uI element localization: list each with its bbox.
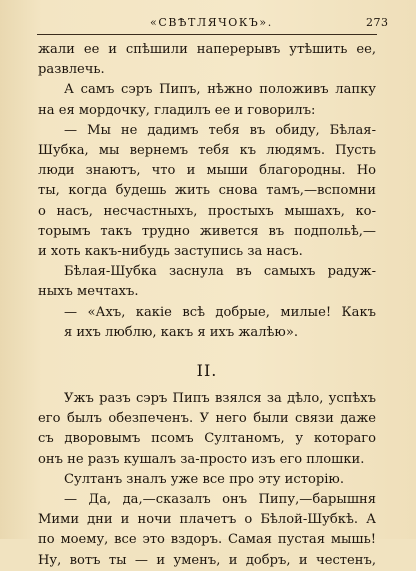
text-line: о насъ, несчастныхъ, простыхъ мышахъ, ко- — [38, 203, 376, 219]
body-text — [38, 40, 376, 571]
text-line: — Мы не дадимъ тебя въ обиду, Бѣлая- — [64, 122, 376, 138]
paragraph — [38, 40, 376, 80]
text-line: Ужъ разъ сэръ Пипъ взялся за дѣло, успѣхъ — [64, 391, 376, 407]
text-line: А самъ сэръ Пипъ, нѣжно положивъ лапку — [64, 82, 376, 98]
paragraph — [38, 470, 376, 490]
text-line: развлечь. — [38, 62, 105, 78]
paragraph — [38, 121, 376, 262]
text-line: ныхъ мечтахъ. — [38, 284, 139, 300]
paragraph — [38, 262, 376, 302]
text-line: я ихъ люблю, какъ я ихъ жалѣю». — [64, 324, 298, 340]
text-line: — «Ахъ, какіе всѣ добрые, милые! Какъ — [64, 304, 376, 320]
text-line: торымъ такъ трудно живется въ подпольѣ,— — [38, 223, 376, 239]
text-line: Бѣлая-Шубка заснула въ самыхъ радуж- — [64, 264, 376, 280]
text-line: Султанъ зналъ уже все про эту исторію. — [64, 471, 344, 487]
paragraph — [38, 80, 376, 120]
text-line: Шубка, мы вернемъ тебя къ людямъ. Пусть — [38, 143, 376, 159]
text-line: жали ее и спѣшили наперерывъ утѣшить ее, — [38, 42, 376, 57]
chapter-heading: II. — [196, 361, 218, 381]
text-line: Ну, вотъ ты — и уменъ, и добръ, и честенъ, — [38, 552, 376, 568]
running-header — [0, 16, 416, 30]
text-line: и хоть какъ-нибудь заступись за насъ. — [38, 244, 303, 260]
paragraph — [38, 303, 376, 343]
page-number: 273 — [366, 16, 389, 29]
text-line: его былъ обезпеченъ. У него были связи даже — [38, 411, 376, 427]
text-line: люди знаютъ, что и мыши благородны. Но — [38, 163, 376, 179]
text-line: — Да, да,—сказалъ онъ Пипу,—барышня — [64, 492, 376, 508]
text-line: на ея мордочку, гладилъ ее и говорилъ: — [38, 102, 316, 118]
text-line: онъ не разъ кушалъ за-просто изъ его плошки. — [38, 451, 365, 467]
paragraph — [38, 490, 376, 571]
running-title: «СВѢТЛЯЧОКЪ». — [150, 16, 273, 29]
header-rule — [37, 34, 377, 35]
text-line: съ дворовымъ псомъ Султаномъ, у котораго — [38, 431, 376, 447]
text-line: по моему, все это вздоръ. Самая пустая мышь! — [38, 532, 376, 548]
text-line: Мими дни и ночи плачетъ о Бѣлой-Шубкѣ. А — [38, 512, 376, 528]
text-line: ты, когда будешь жить снова тамъ,—вспомни — [38, 183, 376, 199]
paragraph — [38, 389, 376, 470]
